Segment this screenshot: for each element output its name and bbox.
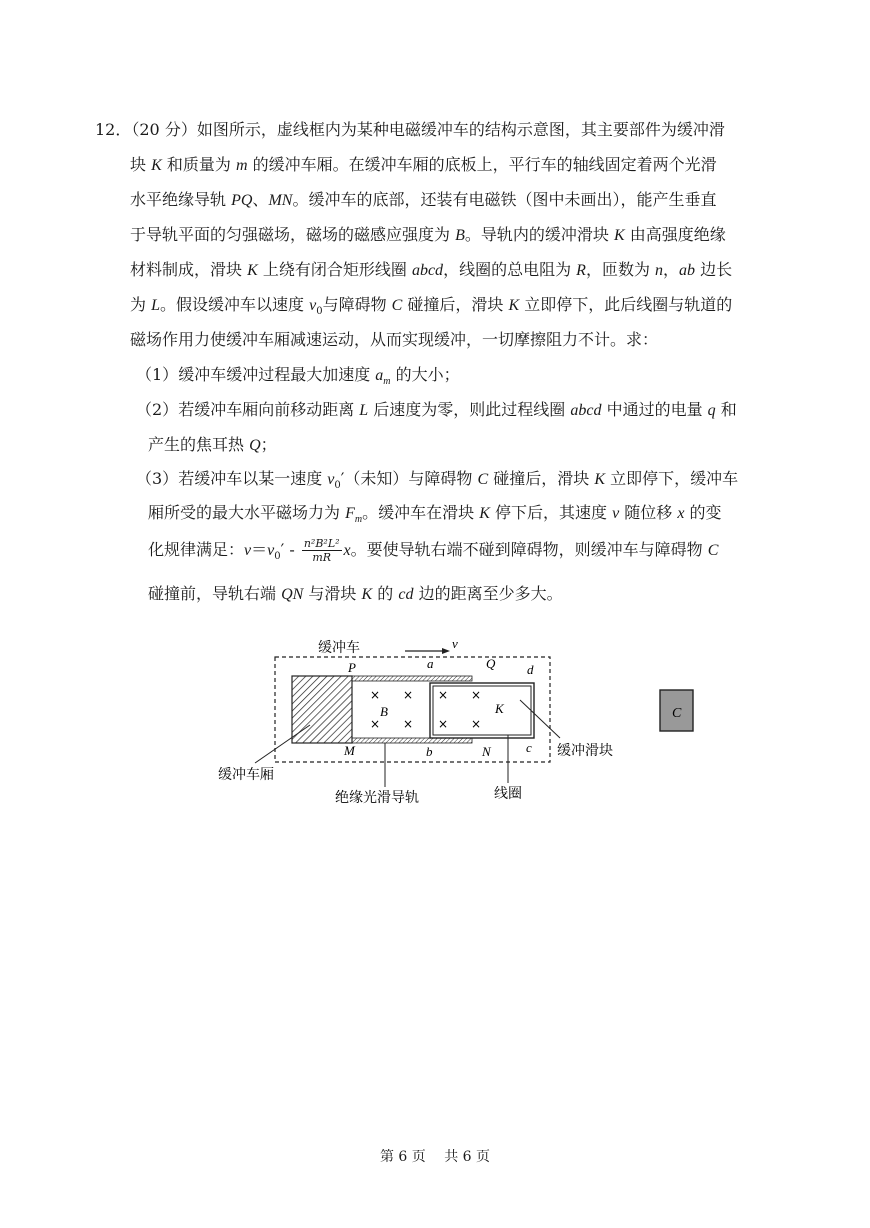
label-M: M bbox=[344, 743, 355, 758]
label-N: N bbox=[482, 744, 491, 759]
field-mark: × bbox=[403, 688, 414, 702]
label-B: B bbox=[380, 704, 388, 719]
rail-bottom bbox=[352, 738, 472, 743]
question-2-line-1: （2）若缓冲车厢向前移动距离 L 后速度为零，则此过程线圈 abcd 中通过的电量 q 和 bbox=[136, 400, 737, 419]
cabin-block bbox=[292, 676, 352, 743]
problem-line-3: 水平绝缘导轨 PQ、MN。缓冲车的底部，还装有电磁铁（图中未画出），能产生垂直 bbox=[130, 190, 717, 209]
problem-line-4: 于导轨平面的匀强磁场，磁场的磁感应强度为 B。导轨内的缓冲滑块 K 由高强度绝缘 bbox=[130, 225, 726, 244]
rail-top bbox=[352, 676, 472, 681]
problem-intro: 如图所示，虚线框内为某种电磁缓冲车的结构示意图，其主要部件为缓冲滑 bbox=[196, 120, 725, 139]
field-mark: × bbox=[471, 717, 482, 731]
field-mark: × bbox=[438, 717, 449, 731]
field-mark: × bbox=[370, 717, 381, 731]
field-mark: × bbox=[471, 688, 482, 702]
label-a: a bbox=[427, 656, 434, 671]
label-car: 缓冲车 bbox=[318, 640, 360, 656]
label-rail: 绝缘光滑导轨 bbox=[335, 790, 419, 806]
question-2-line-2: 产生的焦耳热 Q； bbox=[148, 435, 277, 454]
label-Q: Q bbox=[486, 656, 496, 671]
question-3-line-1: （3）若缓冲车以某一速度 $v_0'$（未知）与障碍物 C 碰撞后，滑块 K 立即停下，缓冲车 bbox=[136, 469, 739, 492]
problem-line-5: 材料制成，滑块 K 上绕有闭合矩形线圈 abcd，线圈的总电阻为 R，匝数为 n，ab 边长 bbox=[130, 260, 733, 279]
label-P: P bbox=[348, 660, 356, 675]
label-b: b bbox=[426, 744, 433, 759]
problem-line-6: 为 L。假设缓冲车以速度 $v_0$与障碍物 C 碰撞后，滑块 K 立即停下，此后线圈与轨道的 bbox=[130, 295, 733, 318]
fraction bbox=[302, 537, 342, 564]
question-3-line-2: 厢所受的最大水平磁场力为 $F_m$。缓冲车在滑块 K 停下后，其速度 v 随位移 x 的变 bbox=[148, 503, 722, 526]
label-v: v bbox=[452, 636, 458, 651]
field-mark: × bbox=[438, 688, 449, 702]
label-c: c bbox=[526, 740, 532, 755]
fraction-denominator: mR bbox=[312, 551, 332, 564]
label-slider: 缓冲滑块 bbox=[557, 743, 613, 759]
leader-cabin bbox=[255, 725, 310, 763]
field-mark: × bbox=[370, 688, 381, 702]
label-C: C bbox=[672, 706, 682, 721]
label-d: d bbox=[527, 662, 534, 677]
problem-number: 12． bbox=[95, 120, 132, 139]
problem-score: （20 分） bbox=[131, 120, 197, 139]
label-K: K bbox=[495, 701, 504, 716]
problem-line-1 bbox=[95, 120, 725, 140]
field-mark: × bbox=[403, 717, 414, 731]
problem-line-7: 磁场作用力使缓冲车厢减速运动，从而实现缓冲，一切摩擦阻力不计。求： bbox=[130, 330, 659, 349]
label-cabin: 缓冲车厢 bbox=[218, 767, 274, 783]
page-footer: 第 6 页 共 6 页 bbox=[379, 1149, 491, 1165]
velocity-arrowhead bbox=[442, 648, 450, 654]
question-3-line-4: 碰撞前，导轨右端 QN 与滑块 K 的 cd 边的距离至少多大。 bbox=[148, 584, 563, 603]
problem-line-2: 块 K 和质量为 m 的缓冲车厢。在缓冲车厢的底板上，平行车的轴线固定着两个光滑 bbox=[130, 155, 717, 174]
question-1: （1）缓冲车缓冲过程最大加速度 $a_m$ 的大小； bbox=[136, 365, 460, 388]
fraction-numerator: n²B²L² bbox=[303, 537, 340, 550]
buffer-car-diagram bbox=[210, 630, 710, 815]
question-3-line-3: 化规律满足：$v=v_0'$ - $\frac{\text{n²B²L²}}{mR}$ x。要使导轨右端不碰到障碍物，则缓冲车与障碍物 C bbox=[148, 537, 719, 564]
label-coil: 线圈 bbox=[494, 786, 522, 802]
